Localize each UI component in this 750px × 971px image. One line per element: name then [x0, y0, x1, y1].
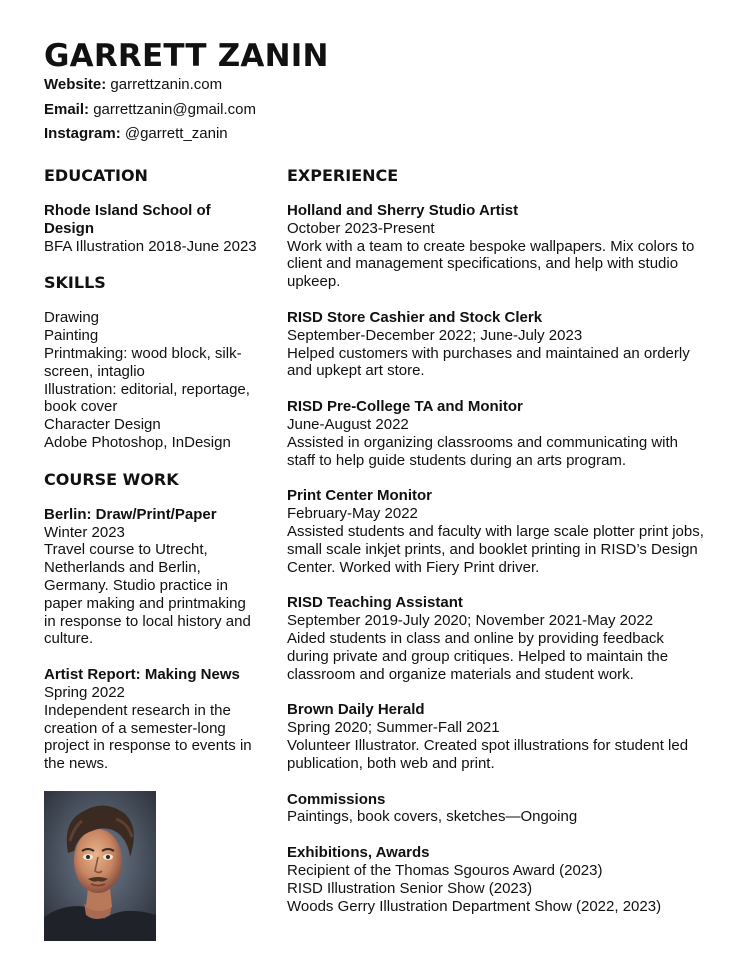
right-column	[287, 166, 707, 933]
contact-email	[44, 98, 256, 123]
experience-date: September-December 2022; June-July 2023	[287, 326, 583, 344]
skill-item: Painting	[44, 327, 99, 345]
contact-instagram	[44, 122, 256, 147]
experience-description: Assisted students and faculty with large scale plotter print jobs, small scale inkjet prints, and booklet printing in RISD’s Design Center. Worked with Fiery Print driver.	[287, 522, 704, 576]
education-school: Rhode Island School of Design	[44, 202, 211, 237]
resume-name: GARRETT ZANIN	[44, 38, 329, 74]
experience-date: Spring 2020; Summer-Fall 2021	[287, 719, 500, 737]
exhibitions-title: Exhibitions, Awards	[287, 844, 430, 862]
coursework-section	[44, 470, 259, 773]
skill-item: Adobe Photoshop, InDesign	[44, 433, 231, 451]
experience-item	[287, 202, 707, 291]
skills-list	[44, 309, 259, 451]
contact-email-value: garrettzanin@gmail.com	[93, 100, 256, 118]
experience-item	[287, 309, 707, 380]
experience-description: Helped customers with purchases and maintained an orderly and upkept art store.	[287, 344, 690, 380]
contact-website-label: Website:	[44, 76, 107, 93]
experience-title: Holland and Sherry Studio Artist	[287, 202, 519, 219]
commissions-section	[287, 791, 707, 827]
skill-item: Illustration: editorial, reportage, book cover	[44, 380, 250, 416]
course-item	[44, 666, 259, 773]
left-column	[44, 166, 259, 941]
skills-heading: SKILLS	[44, 273, 106, 293]
experience-description: Work with a team to create bespoke wallpapers. Mix colors to client and management specifications, and help with studio upkeep.	[287, 237, 695, 291]
coursework-heading: COURSE WORK	[44, 469, 179, 489]
experience-date: June-August 2022	[287, 415, 409, 433]
experience-date: February-May 2022	[287, 505, 418, 523]
course-description: Travel course to Utrecht, Netherlands and Berlin, Germany. Studio practice in paper making and printmaking in response to local history and culture.	[44, 541, 251, 648]
skill-item: Drawing	[44, 309, 100, 327]
education-section	[44, 166, 259, 255]
self-portrait-painting	[44, 791, 156, 941]
education-heading: EDUCATION	[44, 166, 148, 185]
experience-title: Brown Daily Herald	[287, 701, 425, 719]
course-title: Artist Report: Making News	[44, 666, 240, 684]
experience-description: Aided students in class and online by providing feedback during private and group critiques. Helped to maintain the classroom and organize materials and student work.	[287, 629, 669, 683]
contact-website	[44, 73, 256, 98]
exhibition-item: Woods Gerry Illustration Department Show (2022, 2023)	[287, 897, 662, 915]
experience-heading: EXPERIENCE	[287, 166, 399, 185]
contact-email-label: Email:	[44, 100, 90, 118]
education-degree: BFA Illustration 2018-June 2023	[44, 237, 257, 255]
skill-item: Printmaking: wood block, silk-screen, intaglio	[44, 344, 242, 380]
exhibitions-section	[287, 844, 707, 915]
contact-website-value: garrettzanin.com	[110, 76, 223, 93]
commissions-description: Paintings, book covers, sketches—Ongoing	[287, 808, 578, 826]
exhibition-item: Recipient of the Thomas Sgouros Award (2023)	[287, 861, 603, 879]
experience-title: RISD Store Cashier and Stock Clerk	[287, 308, 543, 326]
skill-item: Character Design	[44, 416, 161, 434]
experience-title: RISD Teaching Assistant	[287, 594, 463, 612]
contact-instagram-value: @garrett_zanin	[124, 125, 228, 142]
exhibition-item: RISD Illustration Senior Show (2023)	[287, 879, 533, 897]
course-item	[44, 506, 259, 648]
experience-item	[287, 701, 707, 772]
experience-description: Assisted in organizing classrooms and communicating with staff to help guide students during an arts program.	[287, 433, 679, 469]
contact-info	[44, 73, 256, 147]
experience-description: Volunteer Illustrator. Created spot illustrations for student led publication, both web and print.	[287, 736, 689, 772]
skills-section	[44, 273, 259, 451]
experience-item	[287, 594, 707, 683]
commissions-title: Commissions	[287, 790, 386, 808]
course-description: Independent research in the creation of a semester-long project in response to events in the news.	[44, 701, 252, 773]
experience-item	[287, 487, 707, 576]
contact-instagram-label: Instagram:	[44, 125, 121, 142]
experience-date: October 2023-Present	[287, 219, 435, 237]
course-date: Winter 2023	[44, 523, 125, 541]
course-date: Spring 2022	[44, 683, 125, 701]
experience-date: September 2019-July 2020; November 2021-May 2022	[287, 612, 654, 630]
experience-item	[287, 398, 707, 469]
experience-title: RISD Pre-College TA and Monitor	[287, 398, 523, 416]
course-title: Berlin: Draw/Print/Paper	[44, 505, 217, 523]
experience-title: Print Center Monitor	[287, 487, 432, 505]
